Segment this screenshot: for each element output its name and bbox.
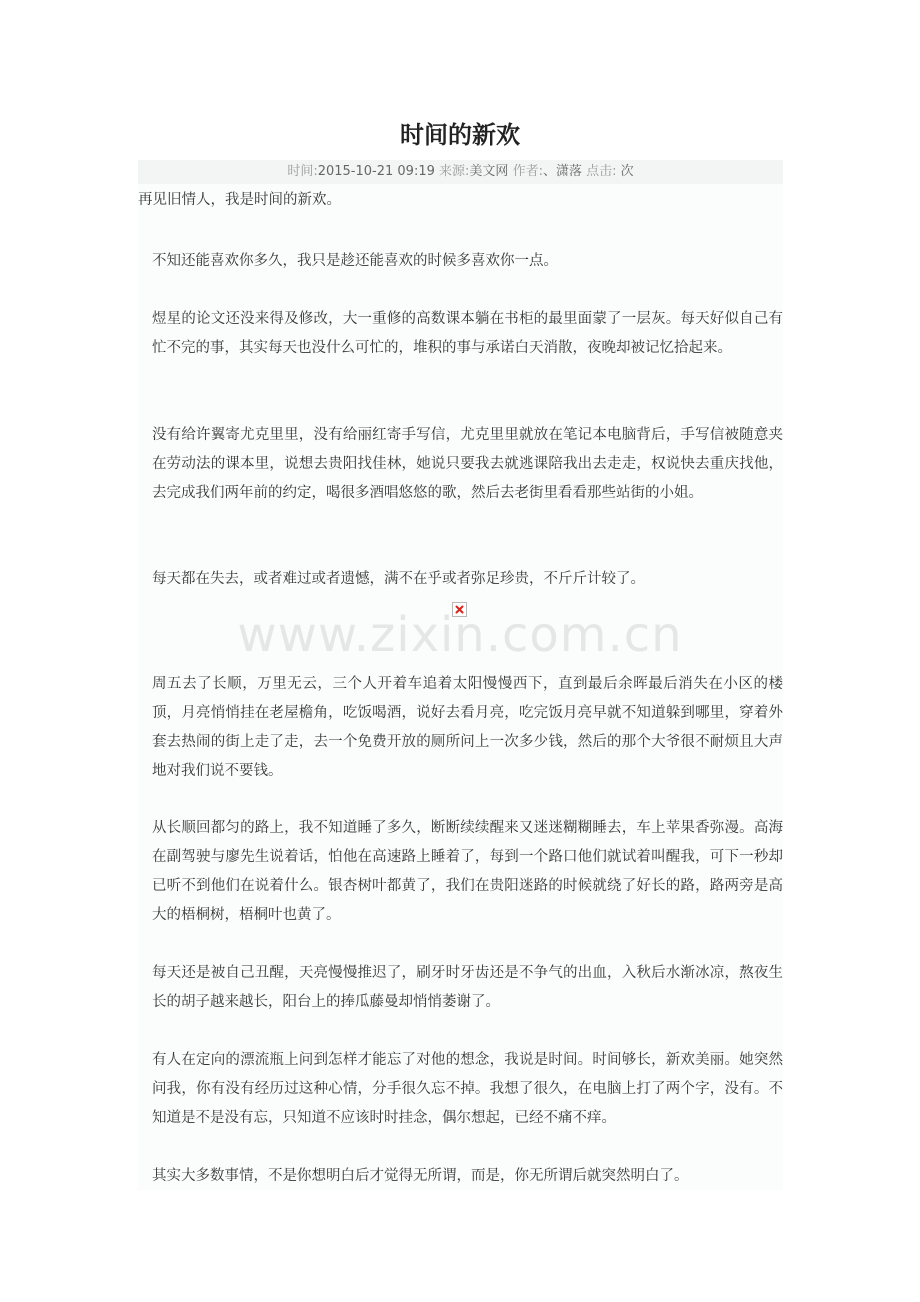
author-name: 、潇落 [542, 164, 582, 179]
author-label: 作者: [512, 164, 543, 179]
paragraph-7: 从长顺回都匀的路上，我不知道睡了多久，断断续续醒来又迷迷糊糊睡去，车上苹果香弥漫。高海在副驾驶与廖先生说着话，怕他在高速路上睡着了，每到一个路口他们就试着叫醒我，可下一秒却已听不到他们在说着什么。银杏树叶都黄了，我们在贵阳迷路的时候就绕了好长的路，路两旁是高大的梧桐树，梧桐叶也黄了。 [152, 820, 783, 923]
source-label: 来源: [439, 164, 470, 179]
source-link[interactable]: 美文网 [469, 164, 509, 179]
broken-image-icon [452, 602, 467, 617]
paragraph-3: 煜星的论文还没来得及修改，大一重修的高数课本躺在书柜的最里面蒙了一层灰。每天好似自己有忙不完的事，其实每天也没什么可忙的，堆积的事与承诺白天消散，夜晚却被记忆拾起来。 [152, 311, 783, 356]
paragraph-4: 没有给许翼寄尤克里里，没有给丽红寄手写信，尤克里里就放在笔记本电脑背后，手写信被随意夹在劳动法的课本里，说想去贵阳找佳林，她说只要我去就逃课陪我出去走走，权说快去重庆找他，去完成我们两年前的约定，喝很多酒唱悠悠的歌，然后去老街里看看那些站街的小姐。 [152, 427, 783, 501]
article-meta-bar [138, 160, 783, 184]
clicks-count: 次 [620, 164, 634, 179]
paragraph-5: 每天都在失去，或者难过或者遗憾，满不在乎或者弥足珍贵，不斤斤计较了。 [152, 571, 645, 587]
article-title: 时间的新欢 [400, 121, 520, 149]
time-label: 时间: [287, 164, 318, 179]
red-x-icon [453, 603, 466, 616]
paragraph-8: 每天还是被自己丑醒，天亮慢慢推迟了，刷牙时牙齿还是不争气的出血，入秋后水渐冰凉，熬夜生长的胡子越来越长，阳台上的捧瓜藤曼却悄悄萎谢了。 [152, 965, 783, 1010]
paragraph-9: 有人在定向的漂流瓶上问到怎样才能忘了对他的想念，我说是时间。时间够长，新欢美丽。她突然问我，你有没有经历过这种心情，分手很久忘不掉。我想了很久，在电脑上打了两个字，没有。不知道是不是没有忘，只知道不应该时时挂念，偶尔想起，已经不痛不痒。 [152, 1052, 783, 1126]
publish-time: 2015-10-21 09:19 [317, 164, 435, 179]
paragraph-1: 再见旧情人，我是时间的新欢。 [138, 192, 341, 208]
article-body [138, 184, 783, 1190]
clicks-label: 点击: [586, 164, 617, 179]
paragraph-2: 不知还能喜欢你多久，我只是趁还能喜欢的时候多喜欢你一点。 [152, 253, 558, 269]
paragraph-6: 周五去了长顺，万里无云，三个人开着车追着太阳慢慢西下，直到最后余晖最后消失在小区的楼顶，月亮悄悄挂在老屋檐角，吃饭喝酒，说好去看月亮，吃完饭月亮早就不知道躲到哪里，穿着外套去热闹的街上走了走，去一个免费开放的厕所问上一次多少钱，然后的那个大爷很不耐烦且大声地对我们说不要钱。 [152, 676, 783, 779]
paragraph-10: 其实大多数事情，不是你想明白后才觉得无所谓，而是，你无所谓后就突然明白了。 [152, 1168, 689, 1184]
